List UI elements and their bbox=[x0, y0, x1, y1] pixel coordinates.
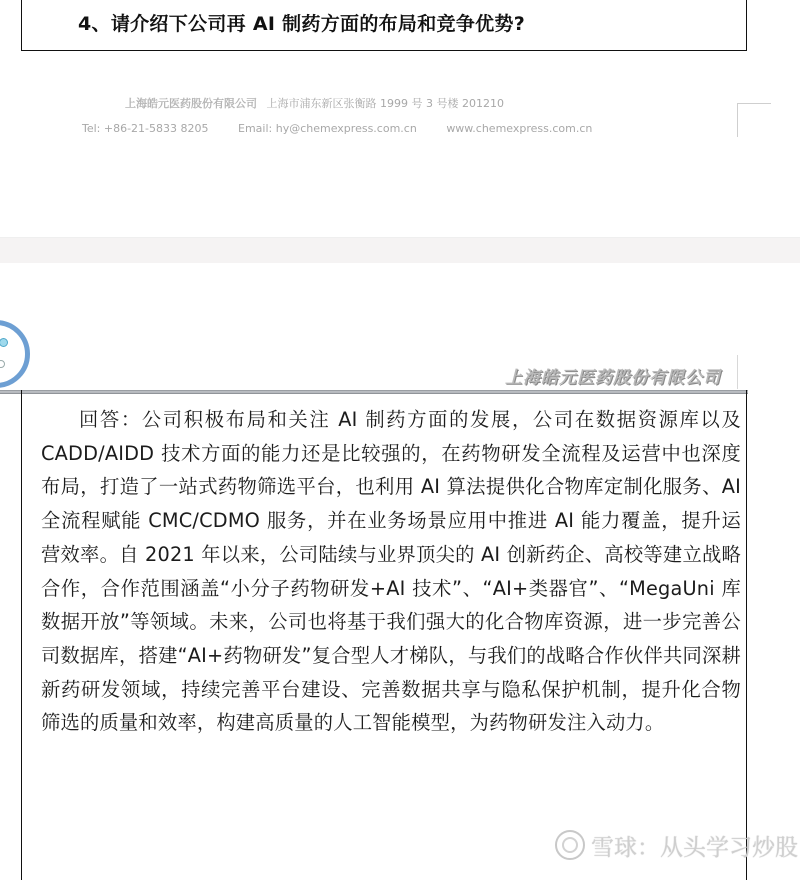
footer-address-line bbox=[125, 95, 504, 111]
header-divider bbox=[737, 355, 738, 389]
footer-contact-line bbox=[82, 122, 618, 135]
crop-corner-mark bbox=[737, 103, 771, 137]
logo-molecule-dot bbox=[0, 338, 8, 347]
header-company-name: 上海皓元医药股份有限公司 bbox=[505, 368, 721, 388]
answer-paragraph: 回答：公司积极布局和关注 AI 制药方面的发展，公司在数据资源库以及 CADD/AIDD 技术方面的能力还是比较强的，在药物研发全流程及运营中也深度布局，打造了一站式药物筛选平台，也利用 AI 算法提供化合物库定制化服务、AI 全流程赋能 CMC/CDMO 服务，并在业务场景应用中推进 AI 能力覆盖，提升运营效率。自 2021 年以来，公司陆续与业界顶尖的 AI 创新药企、高校等建立战略合作，合作范围涵盖“小分子药物研发+AI 技术”、“AI+类器官”、“MegaUni 库数据开放”等领域。未来，公司也将基于我们强大的化合物库资源，进一步完善公司数据库，搭建“AI+药物研发”复合型人才梯队，与我们的战略合作伙伴共同深耕新药研发领域，持续完善平台建设、完善数据共享与隐私保护机制，提升化合物筛选的质量和效率，构建高质量的人工智能模型，为药物研发注入动力。 bbox=[41, 408, 741, 735]
question-box bbox=[21, 0, 747, 51]
footer-website: www.chemexpress.com.cn bbox=[446, 122, 593, 135]
footer-address: 上海市浦东新区张衡路 1999 号 3 号楼 201210 bbox=[266, 97, 504, 110]
footer-company-name: 上海皓元医药股份有限公司 bbox=[125, 97, 257, 110]
footer-tel: Tel: +86-21-5833 8205 bbox=[82, 122, 209, 135]
answer-box bbox=[21, 390, 747, 880]
document-page-top bbox=[0, 0, 800, 237]
company-logo-icon bbox=[0, 320, 30, 388]
question-heading: 4、请介绍下公司再 AI 制药方面的布局和竞争优势? bbox=[78, 13, 526, 35]
xueqiu-watermark bbox=[555, 829, 798, 862]
watermark-text: 雪球：从头学习炒股 bbox=[591, 835, 798, 861]
xueqiu-logo-icon bbox=[555, 830, 585, 860]
footer-email: Email: hy@chemexpress.com.cn bbox=[238, 122, 417, 135]
logo-molecule-dot bbox=[0, 360, 5, 368]
document-page-bottom bbox=[0, 263, 800, 868]
page-separator bbox=[0, 237, 800, 264]
